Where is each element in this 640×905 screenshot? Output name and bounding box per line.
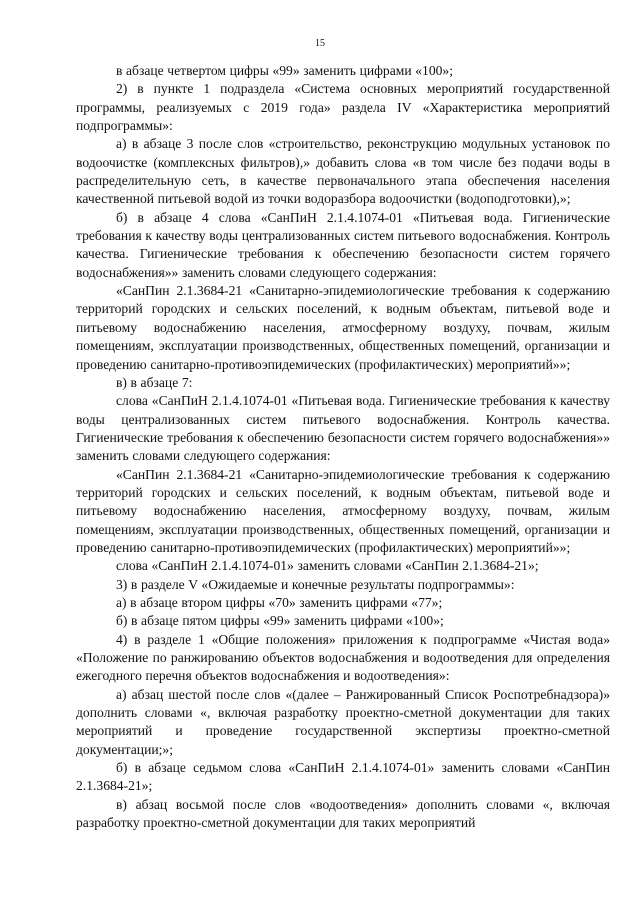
paragraph: а) в абзаце втором цифры «70» заменить цифрами «77»; xyxy=(116,594,443,610)
paragraph: слова «СанПиН 2.1.4.1074-01» заменить словами «СанПин 2.1.3684-21»; xyxy=(116,558,539,574)
paragraph: б) в абзаце седьмом слова «СанПиН 2.1.4.1074-01» заменить словами «СанПин 2.1.3684-21»; xyxy=(76,760,610,794)
document-body xyxy=(76,62,610,832)
paragraph: слова «СанПиН 2.1.4.1074-01 «Питьевая вода. Гигиенические требования к качеству воды централизованных систем питьевого водоснабжения. Контроль качества. Гигиенические требования к обеспечению безопасности систем горячего водоснабжения»» заменить словами следующего содержания: xyxy=(76,393,610,464)
paragraph: «СанПин 2.1.3684-21 «Санитарно-эпидемиологические требования к содержанию территорий городских и сельских поселений, к водным объектам, питьевой воде и питьевому водоснабжению населения, атмосферному воздуху, почвам, жилым помещениям, эксплуатации производственных, общественных помещений, организации и проведению санитарно-противоэпидемических (профилактических) мероприятий»»; xyxy=(76,283,610,372)
paragraph: в) в абзаце 7: xyxy=(116,374,193,390)
paragraph: а) в абзаце 3 после слов «строительство, реконструкцию модульных установок по водоочистке (комплексных фильтров),» добавить слова «в том числе без подачи воды в распределительную сеть, в качестве первоначального этапа обеспечения населения качественной питьевой водой из точки водоразбора водоочистки (водоподготовки),»; xyxy=(76,136,610,207)
paragraph: 3) в разделе V «Ожидаемые и конечные результаты подпрограммы»: xyxy=(116,576,515,592)
paragraph: 2) в пункте 1 подраздела «Система основных мероприятий государственной программы, реализуемых с 2019 года» раздела IV «Характеристика мероприятий подпрограммы»: xyxy=(76,81,610,134)
paragraph: б) в абзаце пятом цифры «99» заменить цифрами «100»; xyxy=(116,613,444,629)
page-number: 15 xyxy=(315,38,325,49)
paragraph: в абзаце четвертом цифры «99» заменить цифрами «100»; xyxy=(116,63,454,78)
paragraph: б) в абзаце 4 слова «СанПиН 2.1.4.1074-01 «Питьевая вода. Гигиенические требования к качеству воды централизованных систем питьевого водоснабжения. Контроль качества. Гигиенические требования к обеспечению безопасности систем горячего водоснабжения»» заменить словами следующего содержания: xyxy=(76,209,610,280)
paragraph: а) абзац шестой после слов «(далее – Ранжированный Список Роспотребнадзора)» дополнить словами «, включая разработку проектно-сметной документации для таких мероприятий и проведение государственной экспертизы проектно-сметной документации;»; xyxy=(76,686,610,757)
paragraph: в) абзац восьмой после слов «водоотведения» дополнить словами «, включая разработку проектно-сметной документации для таких мероприятий xyxy=(76,796,610,831)
paragraph: «СанПин 2.1.3684-21 «Санитарно-эпидемиологические требования к содержанию территорий городских и сельских поселений, к водным объектам, питьевой воде и питьевому водоснабжению населения, атмосферному воздуху, почвам, жилым помещениям, эксплуатации производственных, общественных помещений, организации и проведению санитарно-противоэпидемических (профилактических) мероприятий»»; xyxy=(76,466,610,555)
paragraph: 4) в разделе 1 «Общие положения» приложения к подпрограмме «Чистая вода» «Положение по ранжированию объектов водоснабжения и водоотведения для определения ежегодного перечня объектов водоснабжения и водоотведения»: xyxy=(76,631,610,684)
